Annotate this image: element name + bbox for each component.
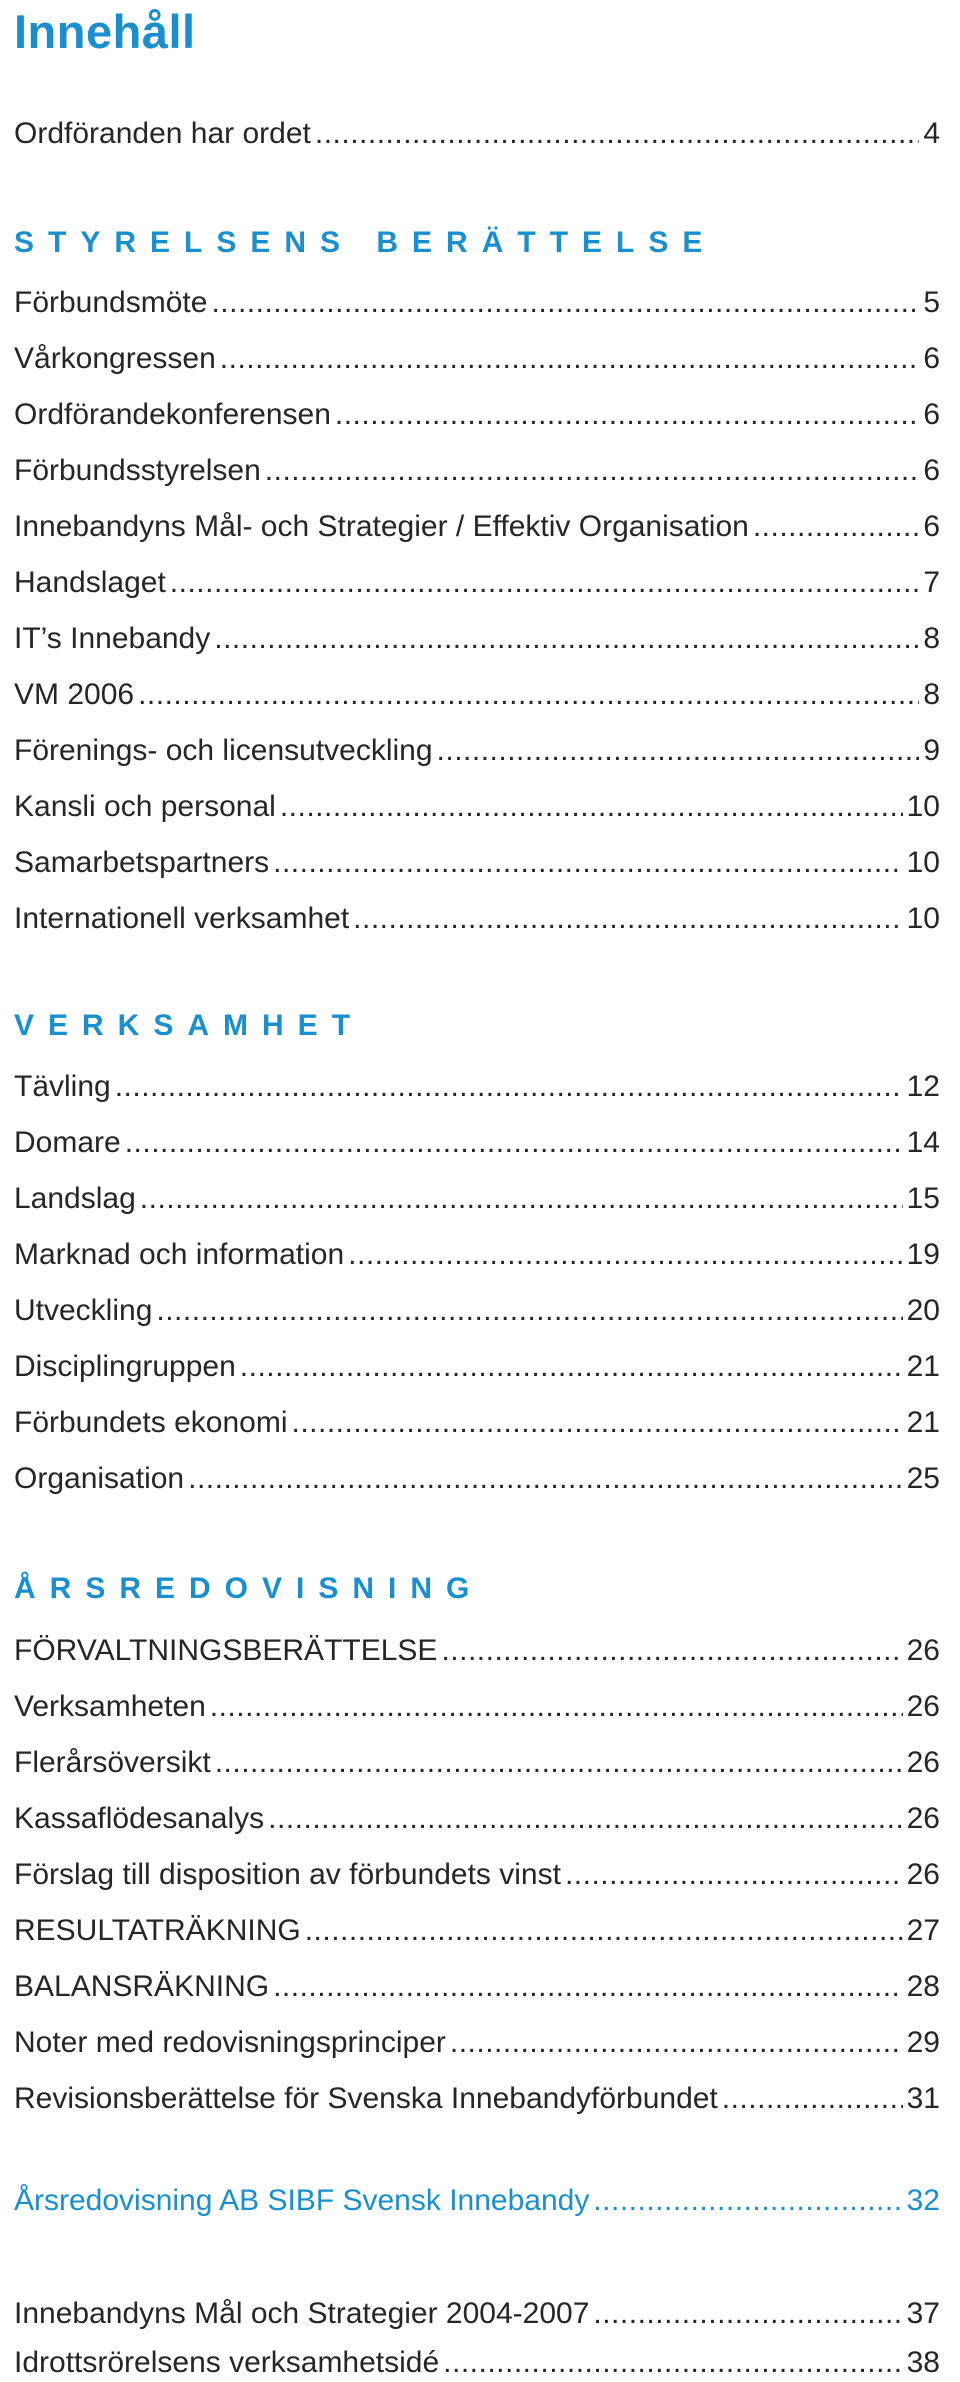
toc-page-number: 6 bbox=[923, 342, 940, 375]
dot-leader bbox=[211, 284, 919, 322]
dot-leader bbox=[593, 2182, 902, 2220]
toc-entry[interactable] bbox=[14, 676, 940, 714]
toc-entry[interactable] bbox=[14, 1968, 940, 2006]
toc-entry[interactable] bbox=[14, 2024, 940, 2062]
toc-page-number: 28 bbox=[906, 1970, 940, 2003]
dot-leader bbox=[565, 1856, 903, 1894]
toc-entry-title: Noter med redovisningsprinciper bbox=[14, 2026, 446, 2059]
toc-entry[interactable] bbox=[14, 396, 940, 434]
dot-leader bbox=[273, 1968, 903, 2006]
toc-page-number: 31 bbox=[906, 2082, 940, 2115]
toc-page-number: 6 bbox=[923, 454, 940, 487]
section-heading: STYRELSENS BERÄTTELSE bbox=[14, 226, 717, 259]
toc-page-number: 10 bbox=[906, 902, 940, 935]
toc-page-number: 7 bbox=[923, 566, 940, 599]
toc-entry[interactable] bbox=[14, 1632, 940, 1670]
toc-page-number: 4 bbox=[923, 117, 940, 150]
toc-entry-title: VM 2006 bbox=[14, 678, 135, 711]
toc-entry-title: Handslaget bbox=[14, 566, 166, 599]
toc-entry-title: Utveckling bbox=[14, 1294, 153, 1327]
toc-entry-title: Landslag bbox=[14, 1182, 136, 1215]
dot-leader bbox=[292, 1404, 903, 1442]
toc-entry-title: Revisionsberättelse för Svenska Innebandyförbundet bbox=[14, 2082, 718, 2115]
toc-entry-title: Förslag till disposition av förbundets vinst bbox=[14, 1858, 561, 1891]
toc-page-number: 8 bbox=[923, 622, 940, 655]
toc-page-number: 8 bbox=[923, 678, 940, 711]
toc-entry-highlight[interactable] bbox=[14, 2182, 940, 2220]
toc-entry-title: Årsredovisning AB SIBF Svensk Innebandy bbox=[14, 2184, 590, 2217]
toc-entry[interactable] bbox=[14, 1236, 940, 1274]
dot-leader bbox=[305, 1912, 903, 1950]
toc-entry[interactable] bbox=[14, 1068, 940, 1106]
dot-leader bbox=[268, 1800, 902, 1838]
dot-leader bbox=[348, 1236, 902, 1274]
dot-leader bbox=[353, 900, 902, 938]
toc-page-number: 12 bbox=[906, 1070, 940, 1103]
toc-entry[interactable] bbox=[14, 564, 940, 602]
toc-page-number: 26 bbox=[906, 1858, 940, 1891]
dot-leader bbox=[125, 1124, 903, 1162]
toc-page-number: 26 bbox=[906, 1634, 940, 1667]
toc-entry-title: Vårkongressen bbox=[14, 342, 216, 375]
toc-entry-title: Flerårsöversikt bbox=[14, 1746, 211, 1779]
dot-leader bbox=[273, 844, 903, 882]
toc-page-number: 37 bbox=[906, 2297, 940, 2330]
toc-entry[interactable] bbox=[14, 1124, 940, 1162]
toc-entry[interactable] bbox=[14, 1912, 940, 1950]
toc-entry-title: Förbundsmöte bbox=[14, 286, 208, 319]
toc-entry-title: Ordförandekonferensen bbox=[14, 398, 331, 431]
toc-page-number: 20 bbox=[906, 1294, 940, 1327]
toc-entry[interactable] bbox=[14, 1460, 940, 1498]
toc-entry-title: Idrottsrörelsens verksamhetsidé bbox=[14, 2346, 440, 2379]
toc-page-number: 14 bbox=[906, 1126, 940, 1159]
toc-entry[interactable] bbox=[14, 1180, 940, 1218]
toc-entry-title: BALANSRÄKNING bbox=[14, 1970, 270, 2003]
dot-leader bbox=[215, 1744, 903, 1782]
toc-entry-title: Förbundsstyrelsen bbox=[14, 454, 261, 487]
toc-page-number: 10 bbox=[906, 790, 940, 823]
toc-entry-title: Tävling bbox=[14, 1070, 111, 1103]
toc-page-number: 21 bbox=[906, 1406, 940, 1439]
dot-leader bbox=[140, 1180, 903, 1218]
dot-leader bbox=[115, 1068, 903, 1106]
toc-entry[interactable] bbox=[14, 620, 940, 658]
toc-entry[interactable] bbox=[14, 2344, 940, 2382]
toc-entry-title: Domare bbox=[14, 1126, 121, 1159]
toc-entry-title: Samarbetspartners bbox=[14, 846, 270, 879]
dot-leader bbox=[441, 1632, 902, 1670]
toc-page-number: 25 bbox=[906, 1462, 940, 1495]
toc-entry[interactable] bbox=[14, 115, 940, 153]
dot-leader bbox=[156, 1292, 902, 1330]
toc-entry-title: Förbundets ekonomi bbox=[14, 1406, 288, 1439]
toc-entry-title: Kansli och personal bbox=[14, 790, 276, 823]
toc-entry[interactable] bbox=[14, 508, 940, 546]
toc-entry[interactable] bbox=[14, 788, 940, 826]
dot-leader bbox=[188, 1460, 903, 1498]
toc-entry[interactable] bbox=[14, 900, 940, 938]
toc-entry-title: Ordföranden har ordet bbox=[14, 117, 311, 150]
toc-entry-title: Innebandyns Mål- och Strategier / Effektiv Organisation bbox=[14, 510, 749, 543]
toc-entry[interactable] bbox=[14, 1292, 940, 1330]
toc-page-number: 15 bbox=[906, 1182, 940, 1215]
toc-entry-title: Disciplingruppen bbox=[14, 1350, 236, 1383]
toc-page-number: 10 bbox=[906, 846, 940, 879]
toc-entry[interactable] bbox=[14, 1688, 940, 1726]
page-title: Innehåll bbox=[14, 5, 196, 58]
section-heading: ÅRSREDOVISNING bbox=[14, 1572, 484, 1605]
dot-leader bbox=[280, 788, 903, 826]
toc-page-number: 5 bbox=[923, 286, 940, 319]
dot-leader bbox=[593, 2295, 902, 2333]
toc-entry[interactable] bbox=[14, 844, 940, 882]
toc-entry-title: Förenings- och licensutveckling bbox=[14, 734, 433, 767]
toc-entry[interactable] bbox=[14, 1800, 940, 1838]
toc-entry-title: Internationell verksamhet bbox=[14, 902, 350, 935]
toc-entry[interactable] bbox=[14, 1404, 940, 1442]
dot-leader bbox=[240, 1348, 903, 1386]
toc-page-number: 32 bbox=[906, 2184, 940, 2217]
dot-leader bbox=[315, 115, 919, 153]
toc-page-number: 27 bbox=[906, 1914, 940, 1947]
toc-page-number: 26 bbox=[906, 1690, 940, 1723]
toc-page-number: 26 bbox=[906, 1802, 940, 1835]
toc-page-number: 19 bbox=[906, 1238, 940, 1271]
toc-page-number: 26 bbox=[906, 1746, 940, 1779]
toc-entry-title: RESULTATRÄKNING bbox=[14, 1914, 301, 1947]
dot-leader bbox=[138, 676, 919, 714]
toc-entry[interactable] bbox=[14, 452, 940, 490]
toc-entry-title: IT’s Innebandy bbox=[14, 622, 211, 655]
toc-entry-title: Marknad och information bbox=[14, 1238, 345, 1271]
toc-page-number: 9 bbox=[923, 734, 940, 767]
dot-leader bbox=[335, 396, 919, 434]
toc-page-number: 29 bbox=[906, 2026, 940, 2059]
toc-page-number: 6 bbox=[923, 510, 940, 543]
dot-leader bbox=[753, 508, 919, 546]
toc-entry[interactable] bbox=[14, 2295, 940, 2333]
dot-leader bbox=[210, 1688, 903, 1726]
toc-entry-title: Innebandyns Mål och Strategier 2004-2007 bbox=[14, 2297, 590, 2330]
section-heading: VERKSAMHET bbox=[14, 1009, 365, 1042]
toc-entry[interactable] bbox=[14, 1744, 940, 1782]
dot-leader bbox=[170, 564, 920, 602]
dot-leader bbox=[220, 340, 920, 378]
toc-entry[interactable] bbox=[14, 732, 940, 770]
dot-leader bbox=[722, 2080, 903, 2118]
toc-entry-title: Kassaflödesanalys bbox=[14, 1802, 265, 1835]
toc-entry[interactable] bbox=[14, 1856, 940, 1894]
toc-entry[interactable] bbox=[14, 340, 940, 378]
toc-entry[interactable] bbox=[14, 2080, 940, 2118]
toc-page-number: 21 bbox=[906, 1350, 940, 1383]
toc-entry-title: Verksamheten bbox=[14, 1690, 206, 1723]
dot-leader bbox=[450, 2024, 903, 2062]
dot-leader bbox=[265, 452, 920, 490]
toc-entry[interactable] bbox=[14, 284, 940, 322]
dot-leader bbox=[214, 620, 919, 658]
toc-entry-title: FÖRVALTNINGSBERÄTTELSE bbox=[14, 1634, 438, 1667]
toc-page-number: 6 bbox=[923, 398, 940, 431]
toc-entry-title: Organisation bbox=[14, 1462, 185, 1495]
dot-leader bbox=[443, 2344, 902, 2382]
toc-page-number: 38 bbox=[906, 2346, 940, 2379]
dot-leader bbox=[437, 732, 920, 770]
toc-entry[interactable] bbox=[14, 1348, 940, 1386]
